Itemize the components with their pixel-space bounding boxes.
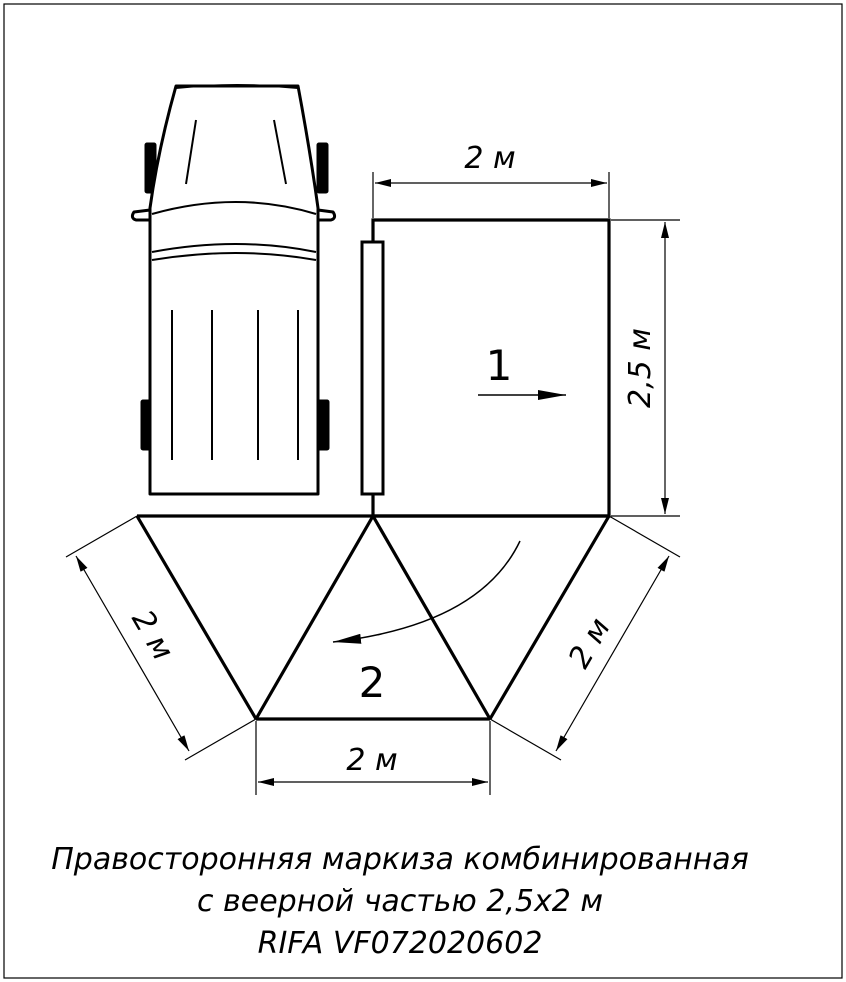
dimension-fan-right <box>490 516 680 760</box>
dimension-right-height <box>611 220 680 516</box>
dimension-fan-bottom <box>256 721 490 795</box>
dimension-fan-left-label: 2 м <box>124 604 181 667</box>
fan-rotation-arrow-icon <box>333 541 520 642</box>
dimension-top-label: 2 м <box>464 141 516 176</box>
caption <box>51 842 749 961</box>
caption-line-3: RIFA VF072020602 <box>257 926 543 961</box>
section-1-label: 1 <box>485 341 513 390</box>
dimension-right-label: 2,5 м <box>623 328 658 408</box>
caption-line-2: с веерной частью 2,5х2 м <box>197 884 603 919</box>
dimension-fan-right-label: 2 м <box>561 612 618 675</box>
dimension-top-width <box>373 141 609 218</box>
section-2-label: 2 <box>358 658 386 707</box>
car-icon <box>132 85 334 494</box>
caption-line-1: Правосторонняя маркиза комбинированная <box>51 842 749 877</box>
dimension-bottom-label: 2 м <box>346 743 398 778</box>
dimension-fan-left <box>66 516 256 760</box>
page-frame <box>4 4 842 978</box>
awning-cassette <box>362 242 383 494</box>
